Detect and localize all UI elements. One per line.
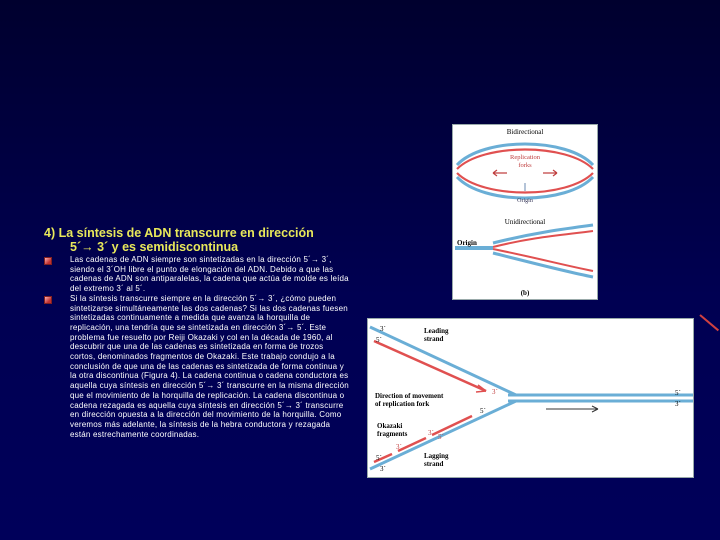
bullet-item	[44, 255, 349, 294]
end-label-3-leading: 3´	[492, 388, 498, 396]
replication-direction-diagram	[453, 125, 597, 299]
bullet-list	[44, 255, 349, 439]
replication-fork-figure	[367, 318, 694, 478]
bullet-item	[44, 294, 349, 440]
fork-upper-outer	[493, 225, 593, 243]
end-label-3-bottom: 3´	[380, 465, 386, 473]
okazaki-label-1: Okazaki	[377, 422, 403, 430]
replication-forks-label-2: forks	[518, 162, 532, 169]
right-arrow-icon	[543, 170, 557, 176]
replication-fork-diagram	[368, 319, 693, 477]
decorative-red-line	[699, 314, 719, 331]
leading-label-2: strand	[424, 335, 444, 343]
unidirectional-label: Unidirectional	[504, 218, 546, 226]
direction-label-1: Direction of movement	[375, 392, 444, 400]
replication-forks-label-1: Replication	[510, 154, 540, 161]
bullet-square-icon	[44, 257, 52, 265]
bullet-square-icon	[44, 296, 52, 304]
fork-lower-outer	[493, 253, 593, 277]
end-label-5-mid: 5´	[480, 407, 486, 415]
slide-title-line2: 5´→ 3´ y es semidiscontinua	[70, 240, 239, 254]
bidirectional-label: Bidirectional	[506, 128, 544, 136]
origin-small-label: Origin	[517, 198, 533, 204]
panel-b-label: (b)	[520, 289, 530, 297]
end-label-5-top: 5´	[376, 336, 382, 344]
end-label-3-okazaki: 3´	[428, 429, 434, 437]
okazaki-label-2: fragments	[377, 430, 408, 438]
origin-side-label: Origin	[457, 239, 477, 247]
end-label-5-bottom: 5´	[376, 454, 382, 462]
bullet-text: Las cadenas de ADN siempre son sintetizadas en la dirección 5´→ 3´, siendo el 3´OH libre el punto de elongación del ADN. Debido a que las cadenas de ADN son antiparalelas, la cadena que actúa de molde es leída del extremo 3´ al 5´.	[70, 255, 349, 294]
lagging-label-1: Lagging	[424, 452, 449, 460]
fork-lower-inner	[493, 249, 593, 271]
slide-title-line1: 4) La síntesis de ADN transcurre en dirección	[44, 226, 314, 240]
end-label-5-right: 5´	[675, 389, 681, 397]
slide-title	[44, 226, 364, 254]
end-label-3-lagging: 3´	[396, 443, 402, 451]
bullet-text: Si la síntesis transcurre siempre en la dirección 5´→ 3´, ¿cómo pueden sintetizarse simultáneamente las dos cadenas? Si las dos cadenas fuesen sintetizadas continuamente a medida que avanza la horquilla de replicación, una tendría que se sintetizada en dirección 3´→ 5´. Este problema fue resuelto por Reiji Okazaki y col en la década de 1960, al descubrir que una de las cadenas es sintetizada en forma de trozos cortos, denominados fragmentos de Okazaki. Este trabajo condujo a la conclusión de que una de las cadenas es sintetizada de forma continua y la otra discontinua (Figura 4). La cadena continua o cadena conductora es aquella cuya síntesis en dirección 5´→ 3´ transcurre en la misma dirección que el movimiento de la horquilla de replicación. La cadena discontinua o cadena rezagada es aquella cuya síntesis en dirección 5´→ 3´ transcurre en dirección opuesta a la dirección del movimiento de la horquilla. Como veremos más adelante, la síntesis de la hebra conductora y rezagada están estrechamente coordinadas.	[70, 293, 349, 439]
leading-label-1: Leading	[424, 327, 449, 335]
end-label-5-okazaki: 5´	[438, 433, 444, 441]
direction-label-2: of replication fork	[375, 400, 430, 408]
end-label-3-right: 3´	[675, 400, 681, 408]
lagging-label-2: strand	[424, 460, 444, 468]
replication-direction-figure	[452, 124, 598, 300]
left-arrow-icon	[493, 170, 507, 176]
end-label-3-top: 3´	[380, 325, 386, 333]
leading-strand	[374, 341, 486, 391]
